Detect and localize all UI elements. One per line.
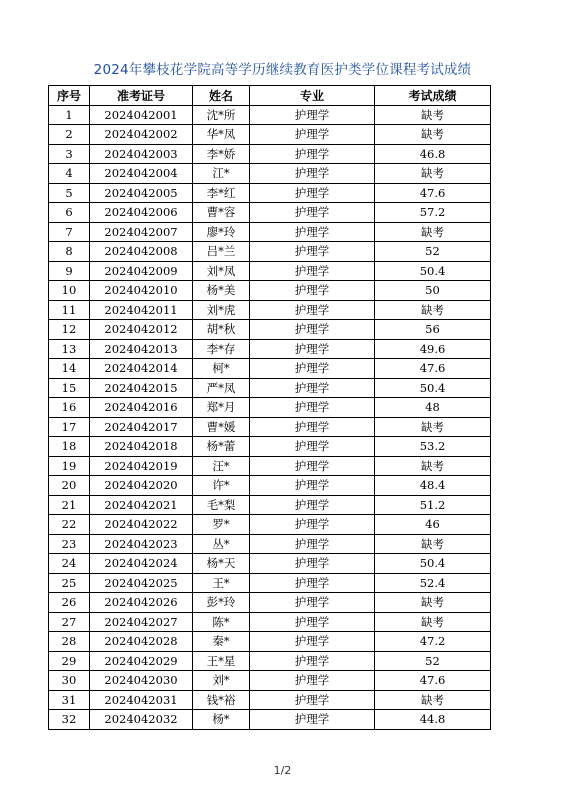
table-row — [49, 164, 491, 184]
cell-major: 护理学 — [250, 203, 375, 223]
cell-name: 吕*兰 — [193, 242, 250, 262]
cell-major: 护理学 — [250, 710, 375, 730]
cell-score: 46 — [375, 515, 491, 535]
cell-score: 48.4 — [375, 476, 491, 496]
cell-exam-id: 2024042016 — [90, 398, 193, 418]
cell-exam-id: 2024042014 — [90, 359, 193, 379]
table-row — [49, 515, 491, 535]
cell-score: 缺考 — [375, 164, 491, 184]
cell-score: 缺考 — [375, 612, 491, 632]
cell-exam-id: 2024042031 — [90, 690, 193, 710]
cell-major: 护理学 — [250, 359, 375, 379]
cell-exam-id: 2024042023 — [90, 534, 193, 554]
cell-major: 护理学 — [250, 495, 375, 515]
cell-name: 彭*玲 — [193, 593, 250, 613]
cell-exam-id: 2024042030 — [90, 671, 193, 691]
cell-major: 护理学 — [250, 437, 375, 457]
cell-name: 丛* — [193, 534, 250, 554]
table-row — [49, 300, 491, 320]
cell-name: 廖*玲 — [193, 222, 250, 242]
cell-seq: 12 — [49, 320, 90, 340]
table-row — [49, 359, 491, 379]
cell-name: 刘*虎 — [193, 300, 250, 320]
table-row — [49, 554, 491, 574]
cell-score: 50 — [375, 281, 491, 301]
table-row — [49, 242, 491, 262]
cell-score: 50.4 — [375, 261, 491, 281]
cell-seq: 30 — [49, 671, 90, 691]
cell-exam-id: 2024042015 — [90, 378, 193, 398]
cell-seq: 21 — [49, 495, 90, 515]
header-major: 专业 — [250, 86, 375, 106]
table-row — [49, 222, 491, 242]
cell-exam-id: 2024042007 — [90, 222, 193, 242]
table-body — [49, 105, 491, 729]
cell-name: 李*存 — [193, 339, 250, 359]
cell-name: 李*红 — [193, 183, 250, 203]
cell-major: 护理学 — [250, 573, 375, 593]
table-row — [49, 612, 491, 632]
cell-seq: 10 — [49, 281, 90, 301]
cell-exam-id: 2024042018 — [90, 437, 193, 457]
cell-major: 护理学 — [250, 222, 375, 242]
cell-major: 护理学 — [250, 378, 375, 398]
cell-seq: 13 — [49, 339, 90, 359]
cell-major: 护理学 — [250, 671, 375, 691]
cell-major: 护理学 — [250, 632, 375, 652]
cell-exam-id: 2024042021 — [90, 495, 193, 515]
cell-seq: 27 — [49, 612, 90, 632]
cell-name: 严*凤 — [193, 378, 250, 398]
cell-exam-id: 2024042003 — [90, 144, 193, 164]
cell-score: 49.6 — [375, 339, 491, 359]
cell-score: 缺考 — [375, 534, 491, 554]
cell-score: 50.4 — [375, 554, 491, 574]
cell-major: 护理学 — [250, 515, 375, 535]
cell-score: 52 — [375, 242, 491, 262]
cell-exam-id: 2024042029 — [90, 651, 193, 671]
cell-exam-id: 2024042028 — [90, 632, 193, 652]
cell-exam-id: 2024042009 — [90, 261, 193, 281]
cell-seq: 28 — [49, 632, 90, 652]
cell-seq: 19 — [49, 456, 90, 476]
cell-exam-id: 2024042005 — [90, 183, 193, 203]
cell-name: 柯* — [193, 359, 250, 379]
cell-seq: 26 — [49, 593, 90, 613]
cell-name: 陈* — [193, 612, 250, 632]
cell-major: 护理学 — [250, 476, 375, 496]
cell-name: 杨* — [193, 710, 250, 730]
cell-exam-id: 2024042006 — [90, 203, 193, 223]
cell-name: 胡*秋 — [193, 320, 250, 340]
header-exam-id: 准考证号 — [90, 86, 193, 106]
cell-exam-id: 2024042013 — [90, 339, 193, 359]
cell-major: 护理学 — [250, 242, 375, 262]
cell-major: 护理学 — [250, 125, 375, 145]
table-row — [49, 690, 491, 710]
cell-score: 缺考 — [375, 690, 491, 710]
cell-major: 护理学 — [250, 554, 375, 574]
cell-seq: 5 — [49, 183, 90, 203]
cell-exam-id: 2024042032 — [90, 710, 193, 730]
cell-major: 护理学 — [250, 320, 375, 340]
cell-major: 护理学 — [250, 300, 375, 320]
cell-score: 46.8 — [375, 144, 491, 164]
cell-score: 57.2 — [375, 203, 491, 223]
cell-major: 护理学 — [250, 398, 375, 418]
cell-name: 李*娇 — [193, 144, 250, 164]
cell-exam-id: 2024042010 — [90, 281, 193, 301]
cell-name: 钱*裕 — [193, 690, 250, 710]
table-row — [49, 632, 491, 652]
cell-score: 缺考 — [375, 417, 491, 437]
cell-score: 缺考 — [375, 593, 491, 613]
cell-name: 江* — [193, 164, 250, 184]
header-seq: 序号 — [49, 86, 90, 106]
table-row — [49, 125, 491, 145]
cell-score: 缺考 — [375, 222, 491, 242]
cell-name: 杨*蕾 — [193, 437, 250, 457]
table-row — [49, 203, 491, 223]
cell-seq: 2 — [49, 125, 90, 145]
table-row — [49, 593, 491, 613]
cell-name: 毛*梨 — [193, 495, 250, 515]
scores-table — [48, 85, 491, 730]
cell-major: 护理学 — [250, 144, 375, 164]
cell-exam-id: 2024042022 — [90, 515, 193, 535]
table-row — [49, 534, 491, 554]
cell-name: 郑*月 — [193, 398, 250, 418]
cell-major: 护理学 — [250, 690, 375, 710]
table-row — [49, 144, 491, 164]
cell-score: 缺考 — [375, 456, 491, 476]
cell-name: 汪* — [193, 456, 250, 476]
cell-major: 护理学 — [250, 261, 375, 281]
table-row — [49, 437, 491, 457]
cell-score: 44.8 — [375, 710, 491, 730]
table-row — [49, 339, 491, 359]
cell-score: 缺考 — [375, 105, 491, 125]
cell-exam-id: 2024042002 — [90, 125, 193, 145]
cell-major: 护理学 — [250, 105, 375, 125]
table-row — [49, 456, 491, 476]
cell-seq: 7 — [49, 222, 90, 242]
table-row — [49, 651, 491, 671]
cell-seq: 8 — [49, 242, 90, 262]
table-row — [49, 573, 491, 593]
cell-score: 52.4 — [375, 573, 491, 593]
cell-name: 华*凤 — [193, 125, 250, 145]
cell-major: 护理学 — [250, 164, 375, 184]
cell-score: 50.4 — [375, 378, 491, 398]
cell-exam-id: 2024042027 — [90, 612, 193, 632]
cell-seq: 25 — [49, 573, 90, 593]
table-row — [49, 476, 491, 496]
table-row — [49, 417, 491, 437]
cell-name: 刘* — [193, 671, 250, 691]
cell-score: 缺考 — [375, 300, 491, 320]
table-row — [49, 398, 491, 418]
cell-major: 护理学 — [250, 612, 375, 632]
table-header-row — [49, 86, 491, 106]
cell-seq: 29 — [49, 651, 90, 671]
cell-name: 杨*天 — [193, 554, 250, 574]
cell-score: 56 — [375, 320, 491, 340]
cell-score: 48 — [375, 398, 491, 418]
cell-score: 52 — [375, 651, 491, 671]
cell-exam-id: 2024042008 — [90, 242, 193, 262]
cell-seq: 18 — [49, 437, 90, 457]
cell-score: 47.6 — [375, 183, 491, 203]
cell-score: 47.2 — [375, 632, 491, 652]
cell-seq: 6 — [49, 203, 90, 223]
cell-seq: 22 — [49, 515, 90, 535]
cell-name: 杨*美 — [193, 281, 250, 301]
header-name: 姓名 — [193, 86, 250, 106]
cell-seq: 16 — [49, 398, 90, 418]
cell-seq: 32 — [49, 710, 90, 730]
cell-exam-id: 2024042019 — [90, 456, 193, 476]
cell-seq: 15 — [49, 378, 90, 398]
cell-score: 47.6 — [375, 671, 491, 691]
cell-name: 曹*容 — [193, 203, 250, 223]
cell-score: 缺考 — [375, 125, 491, 145]
cell-name: 曹*媛 — [193, 417, 250, 437]
cell-major: 护理学 — [250, 534, 375, 554]
cell-name: 沈*所 — [193, 105, 250, 125]
cell-major: 护理学 — [250, 339, 375, 359]
cell-score: 53.2 — [375, 437, 491, 457]
cell-exam-id: 2024042026 — [90, 593, 193, 613]
cell-seq: 1 — [49, 105, 90, 125]
cell-seq: 9 — [49, 261, 90, 281]
table-row — [49, 378, 491, 398]
cell-major: 护理学 — [250, 651, 375, 671]
cell-name: 罗* — [193, 515, 250, 535]
cell-name: 刘*凤 — [193, 261, 250, 281]
cell-exam-id: 2024042004 — [90, 164, 193, 184]
cell-seq: 11 — [49, 300, 90, 320]
cell-name: 秦* — [193, 632, 250, 652]
cell-seq: 4 — [49, 164, 90, 184]
cell-name: 王* — [193, 573, 250, 593]
table-row — [49, 281, 491, 301]
page-title: 2024年攀枝花学院高等学历继续教育医护类学位课程考试成绩 — [93, 62, 472, 78]
cell-major: 护理学 — [250, 281, 375, 301]
page-indicator: 1/2 — [273, 764, 292, 777]
cell-exam-id: 2024042017 — [90, 417, 193, 437]
cell-score: 51.2 — [375, 495, 491, 515]
cell-exam-id: 2024042001 — [90, 105, 193, 125]
cell-name: 王*星 — [193, 651, 250, 671]
cell-major: 护理学 — [250, 593, 375, 613]
table-row — [49, 261, 491, 281]
table-row — [49, 710, 491, 730]
cell-major: 护理学 — [250, 456, 375, 476]
cell-exam-id: 2024042024 — [90, 554, 193, 574]
cell-name: 许* — [193, 476, 250, 496]
cell-major: 护理学 — [250, 417, 375, 437]
cell-score: 47.6 — [375, 359, 491, 379]
table-row — [49, 671, 491, 691]
cell-seq: 20 — [49, 476, 90, 496]
table-row — [49, 495, 491, 515]
cell-exam-id: 2024042025 — [90, 573, 193, 593]
cell-exam-id: 2024042011 — [90, 300, 193, 320]
cell-seq: 14 — [49, 359, 90, 379]
table-row — [49, 183, 491, 203]
cell-exam-id: 2024042012 — [90, 320, 193, 340]
cell-major: 护理学 — [250, 183, 375, 203]
cell-seq: 3 — [49, 144, 90, 164]
cell-seq: 31 — [49, 690, 90, 710]
cell-seq: 24 — [49, 554, 90, 574]
table-row — [49, 320, 491, 340]
cell-seq: 17 — [49, 417, 90, 437]
cell-exam-id: 2024042020 — [90, 476, 193, 496]
cell-seq: 23 — [49, 534, 90, 554]
table-row — [49, 105, 491, 125]
header-score: 考试成绩 — [375, 86, 491, 106]
